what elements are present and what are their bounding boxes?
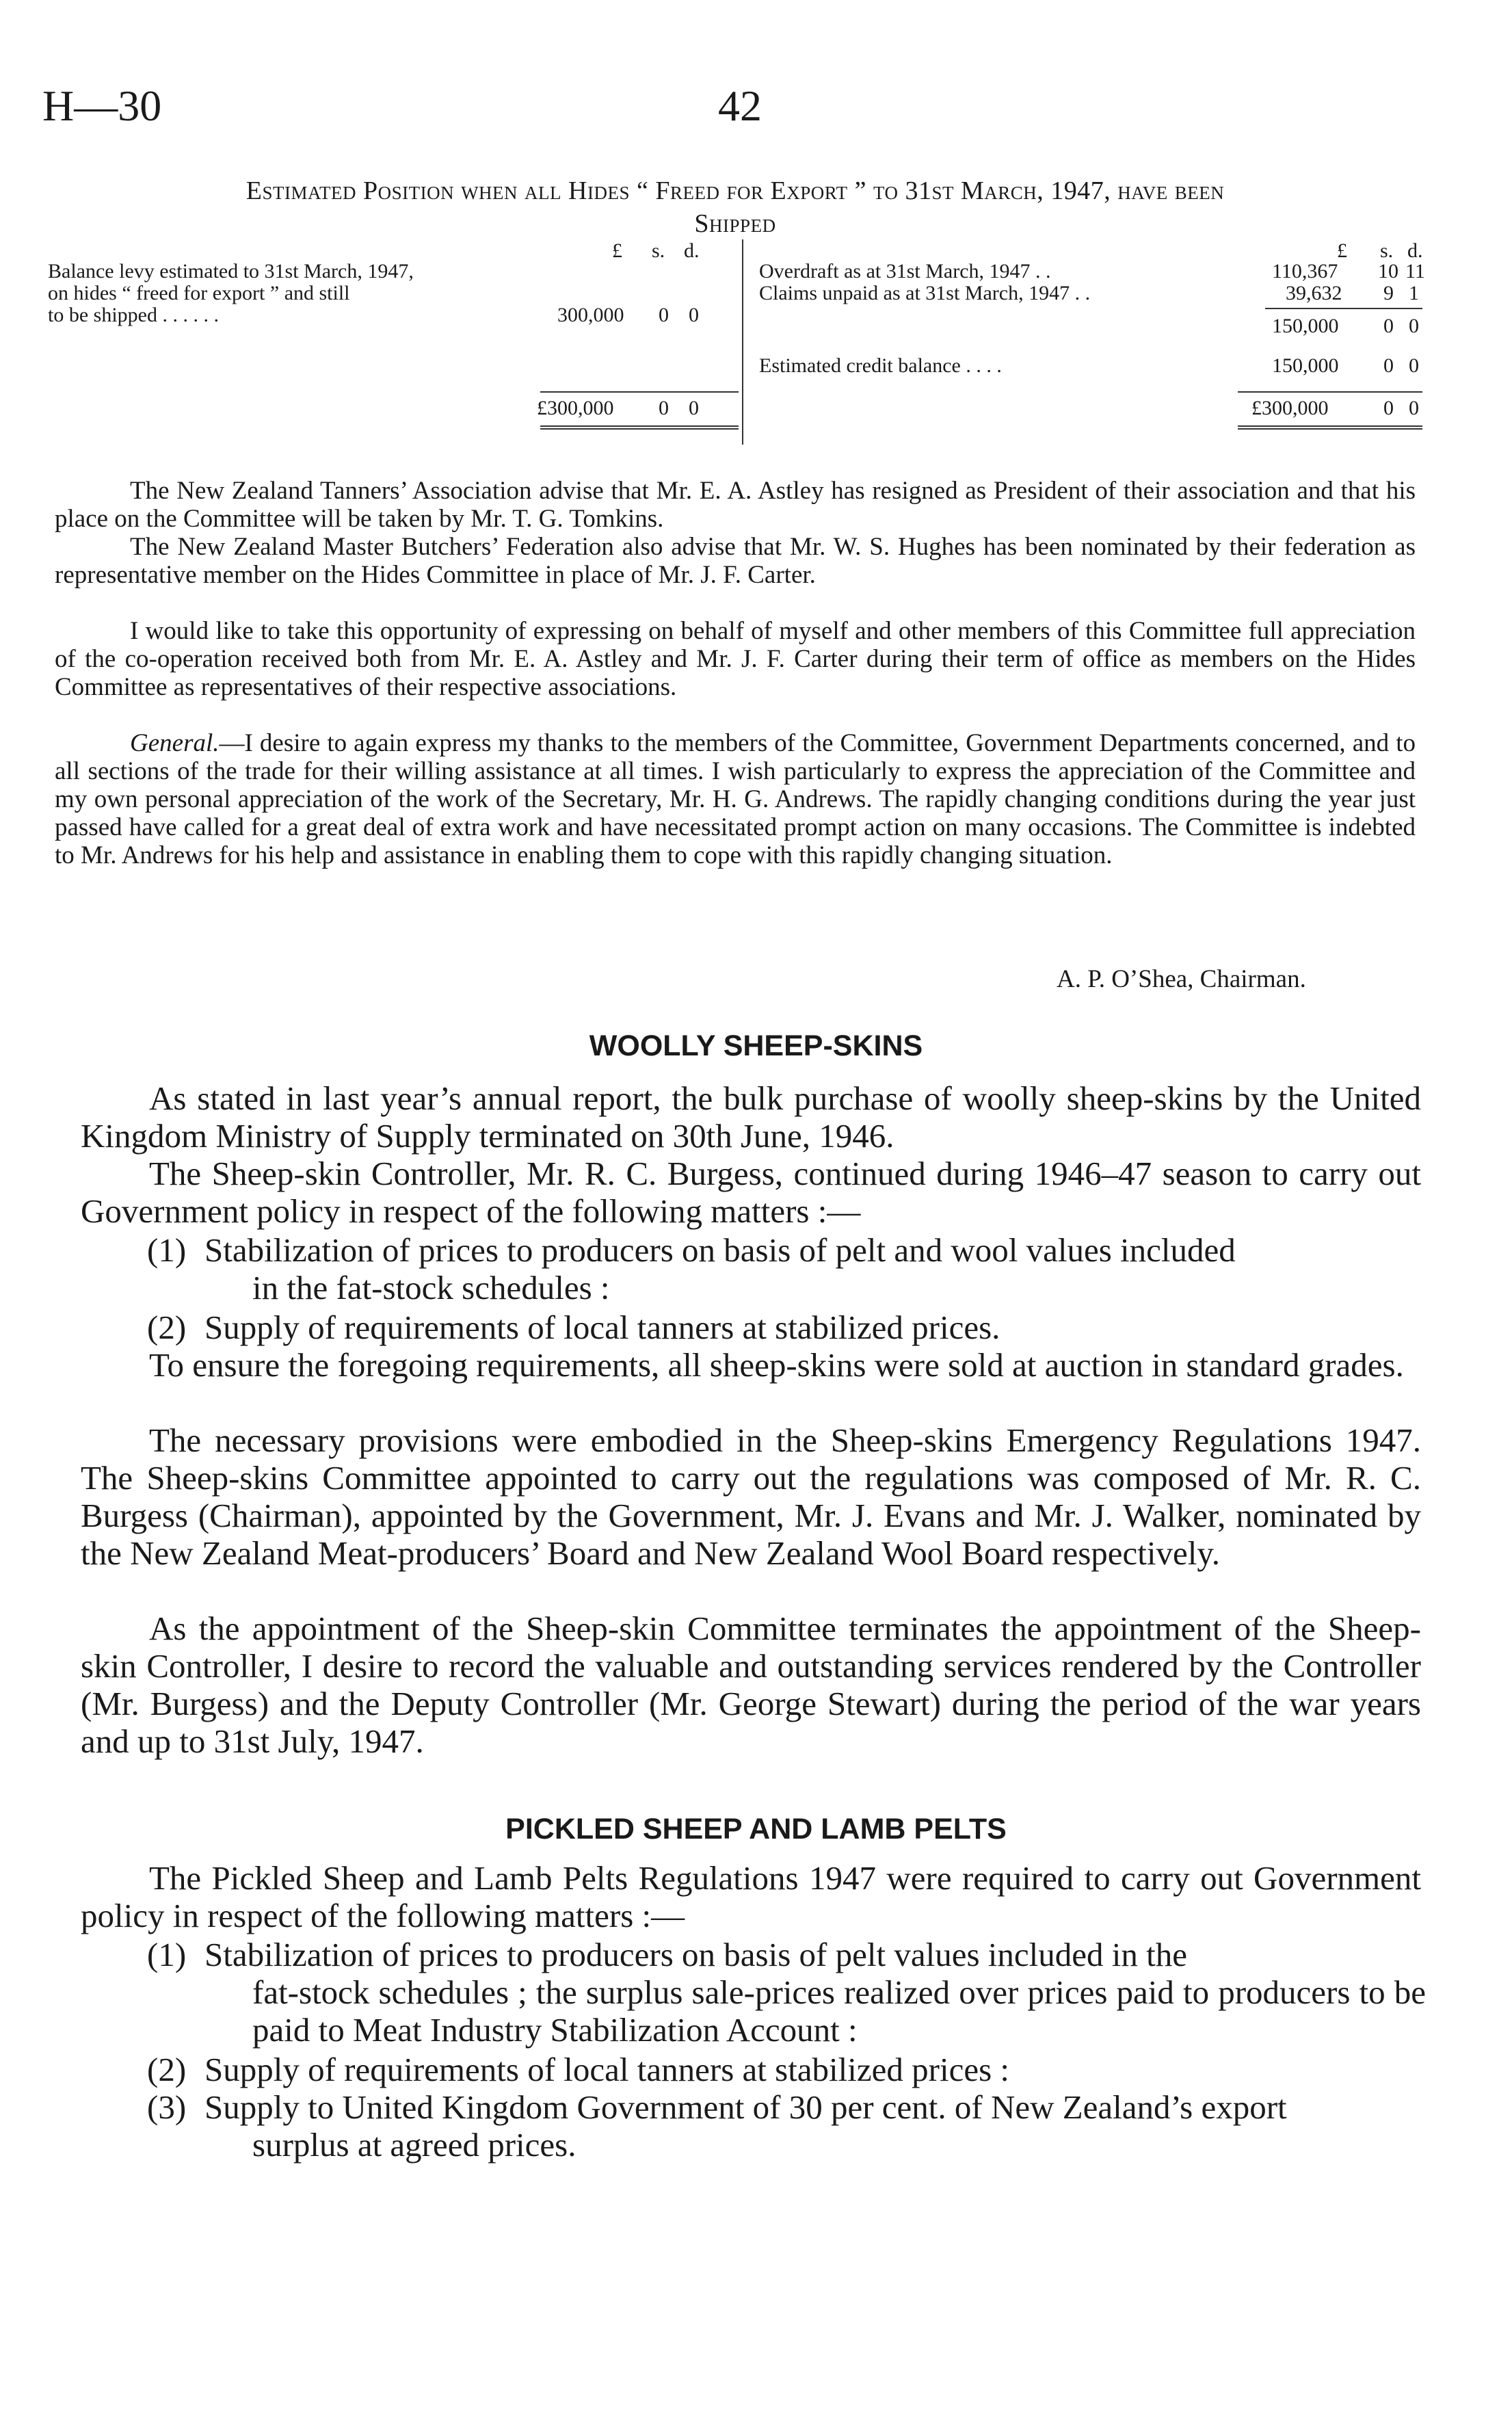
left-total-pounds: £300,000 — [537, 397, 614, 419]
right-row-1-pounds: 110,367 — [1272, 260, 1338, 282]
paragraph-text: As stated in last year’s annual report, the bulk purchase of woolly sheep-skins by the United Kingdom Ministry of Supply terminated on 30th June, 1946. — [81, 1079, 1421, 1155]
left-total-pence: 0 — [689, 397, 699, 419]
paragraph-text: I would like to take this opportunity of expressing on behalf of myself and other members of this Committee full appreciation of the co-operation received both from Mr. E. A. Astley and Mr. J. F. Carter during their term of office as members on the Hides Committee as representatives of their respective associations. — [55, 617, 1416, 701]
right-total-shillings: 0 — [1383, 397, 1394, 419]
right-total-pence: 0 — [1409, 397, 1419, 419]
table-title-line-1: Estimated Position when all Hides “ Freed for Export ” to 31st March, 1947, have been — [246, 176, 1225, 205]
table-title-line-2: Shipped — [694, 209, 776, 238]
pickled-list-item-2 — [147, 2051, 1426, 2088]
list-text-continued: surplus at agreed prices. — [252, 2126, 576, 2164]
right-currency-pence: d. — [1407, 239, 1423, 262]
paragraph-text: The New Zealand Tanners’ Association advise that Mr. E. A. Astley has resigned as President of their association and that his place on the Committee will be taken by Mr. T. G. Tomkins. — [55, 477, 1416, 533]
paragraph-text: The necessary provisions were embodied in the Sheep-skins Emergency Regulations 1947. The Sheep-skins Committee appointed to carry out the regulations was composed of Mr. R. C. Burgess (Chairman), appointed by the Government, Mr. J. Evans and Mr. J. Walker, nominated by the New Zealand Meat-producers’ Board and New Zealand Wool Board respectively. — [81, 1421, 1421, 1572]
right-total-double-rule — [1238, 425, 1422, 430]
table-title — [48, 174, 1422, 240]
heading-woolly-sheep-skins: WOOLLY SHEEP-SKINS — [589, 1029, 923, 1062]
right-subtotal-pounds: 150,000 — [1272, 315, 1339, 337]
paragraph-text: The New Zealand Master Butchers’ Federation also advise that Mr. W. S. Hughes has been nominated by their federation as representative member on the Hides Committee in place of Mr. J. F. Carter. — [55, 533, 1416, 589]
list-number: (1) — [147, 1936, 187, 1973]
pickled-paragraph-1 — [81, 1859, 1421, 1934]
page-number: 42 — [718, 81, 762, 130]
list-number: (2) — [147, 1309, 187, 1346]
list-text: Supply of requirements of local tanners at stabilized prices. — [204, 1309, 1000, 1346]
right-currency-pounds: £ — [1337, 239, 1347, 262]
left-amount-pounds: 300,000 — [557, 304, 624, 326]
woolly-list-item-2 — [147, 1309, 1426, 1346]
right-row-3-description: Estimated credit balance . . . . — [759, 354, 1002, 377]
signature: A. P. O’Shea, Chairman. — [1057, 965, 1306, 993]
list-text: Supply of requirements of local tanners at stabilized prices : — [204, 2051, 1010, 2088]
paragraph-general — [55, 729, 1416, 869]
right-row-2-description: Claims unpaid as at 31st March, 1947 . . — [759, 282, 1091, 304]
paragraph-text: To ensure the foregoing requirements, all sheep-skins were sold at auction in standard grades. — [149, 1346, 1404, 1384]
left-amount-shillings: 0 — [659, 304, 669, 326]
woolly-paragraph-3 — [81, 1346, 1421, 1384]
woolly-list-item-1 — [147, 1231, 1426, 1306]
paragraph-text: The Sheep-skin Controller, Mr. R. C. Burgess, continued during 1946–47 season to carry out Government policy in respect of the following matters :— — [81, 1155, 1421, 1230]
list-text-continued: fat-stock schedules ; the surplus sale-prices realized over prices paid to producers to be paid to Meat Industry Stabilization Account : — [252, 1973, 1426, 2049]
pickled-list-item-1 — [147, 1936, 1426, 2049]
left-description-line-3: to be shipped . . . . . . — [48, 304, 219, 326]
left-description-line-1: Balance levy estimated to 31st March, 1947, — [48, 260, 414, 282]
paragraph-text: —I desire to again express my thanks to the members of the Committee, Government Departments concerned, and to all sections of the trade for their willing assistance at all times. I wish particularly to express the appreciation of the Committee and my own personal appreciation of the work of the Secretary, Mr. H. G. Andrews. The rapidly changing conditions during the year just passed have called for a great deal of extra work and have necessitated prompt action on many occasions. The Committee is indebted to Mr. Andrews for his help and assistance in enabling them to cope with this rapidly changing situation. — [55, 729, 1416, 869]
table-column-divider — [742, 239, 743, 445]
right-total-rule — [1238, 391, 1422, 393]
pickled-list-item-3 — [147, 2088, 1426, 2164]
right-row-3-pounds: 150,000 — [1272, 354, 1339, 377]
page-header — [0, 81, 1512, 135]
list-number: (1) — [147, 1231, 187, 1269]
left-description-line-2: on hides “ freed for export ” and still — [48, 282, 350, 304]
document-code: H—30 — [42, 81, 162, 130]
list-number: (2) — [147, 2051, 187, 2088]
right-row-3-pence: 0 — [1409, 354, 1419, 377]
right-row-2-pence: 1 — [1409, 282, 1419, 304]
list-text: Stabilization of prices to producers on basis of pelt values included in the — [204, 1936, 1187, 1973]
balance-account-table — [48, 239, 1425, 445]
list-text-continued: in the fat-stock schedules : — [252, 1269, 610, 1306]
woolly-paragraph-5 — [81, 1609, 1421, 1760]
left-total-double-rule — [540, 425, 739, 430]
left-total-shillings: 0 — [659, 397, 669, 419]
general-label: General. — [130, 729, 220, 757]
right-row-2-pounds: 39,632 — [1286, 282, 1342, 304]
right-row-1-pence: 11 — [1405, 260, 1425, 282]
left-currency-shillings: s. — [652, 239, 665, 262]
right-subtotal-rule — [1265, 308, 1422, 309]
paragraph-text: The Pickled Sheep and Lamb Pelts Regulations 1947 were required to carry out Government policy in respect of the following matters :— — [81, 1859, 1421, 1934]
list-text: Supply to United Kingdom Government of 30 per cent. of New Zealand’s export — [204, 2088, 1287, 2126]
right-row-2-shillings: 9 — [1383, 282, 1394, 304]
right-row-3-shillings: 0 — [1383, 354, 1394, 377]
left-currency-pence: d. — [684, 239, 700, 262]
woolly-paragraph-4 — [81, 1421, 1421, 1572]
left-amount-pence: 0 — [689, 304, 699, 326]
woolly-paragraph-2 — [81, 1155, 1421, 1230]
right-subtotal-pence: 0 — [1409, 315, 1419, 337]
right-subtotal-shillings: 0 — [1383, 315, 1394, 337]
woolly-paragraph-1 — [81, 1079, 1421, 1155]
list-number: (3) — [147, 2088, 187, 2126]
list-text: Stabilization of prices to producers on basis of pelt and wool values included — [204, 1231, 1236, 1269]
left-total-rule — [540, 391, 739, 393]
paragraph-text: As the appointment of the Sheep-skin Committee terminates the appointment of the Sheep-skin Controller, I desire to record the valuable and outstanding services rendered by the Controller (Mr. Burgess) and the Deputy Controller (Mr. George Stewart) during the period of the war years and up to 31st July, 1947. — [81, 1609, 1421, 1760]
right-row-1-description: Overdraft as at 31st March, 1947 . . — [759, 260, 1051, 282]
right-row-1-shillings: 10 — [1378, 260, 1398, 282]
left-currency-pounds: £ — [612, 239, 622, 262]
paragraph-tanners-association — [55, 477, 1416, 533]
paragraph-appreciation — [55, 617, 1416, 701]
right-total-pounds: £300,000 — [1251, 397, 1329, 419]
heading-pickled-sheep-lamb-pelts: PICKLED SHEEP AND LAMB PELTS — [505, 1813, 1007, 1845]
right-currency-shillings: s. — [1380, 239, 1394, 262]
paragraph-master-butchers — [55, 533, 1416, 589]
